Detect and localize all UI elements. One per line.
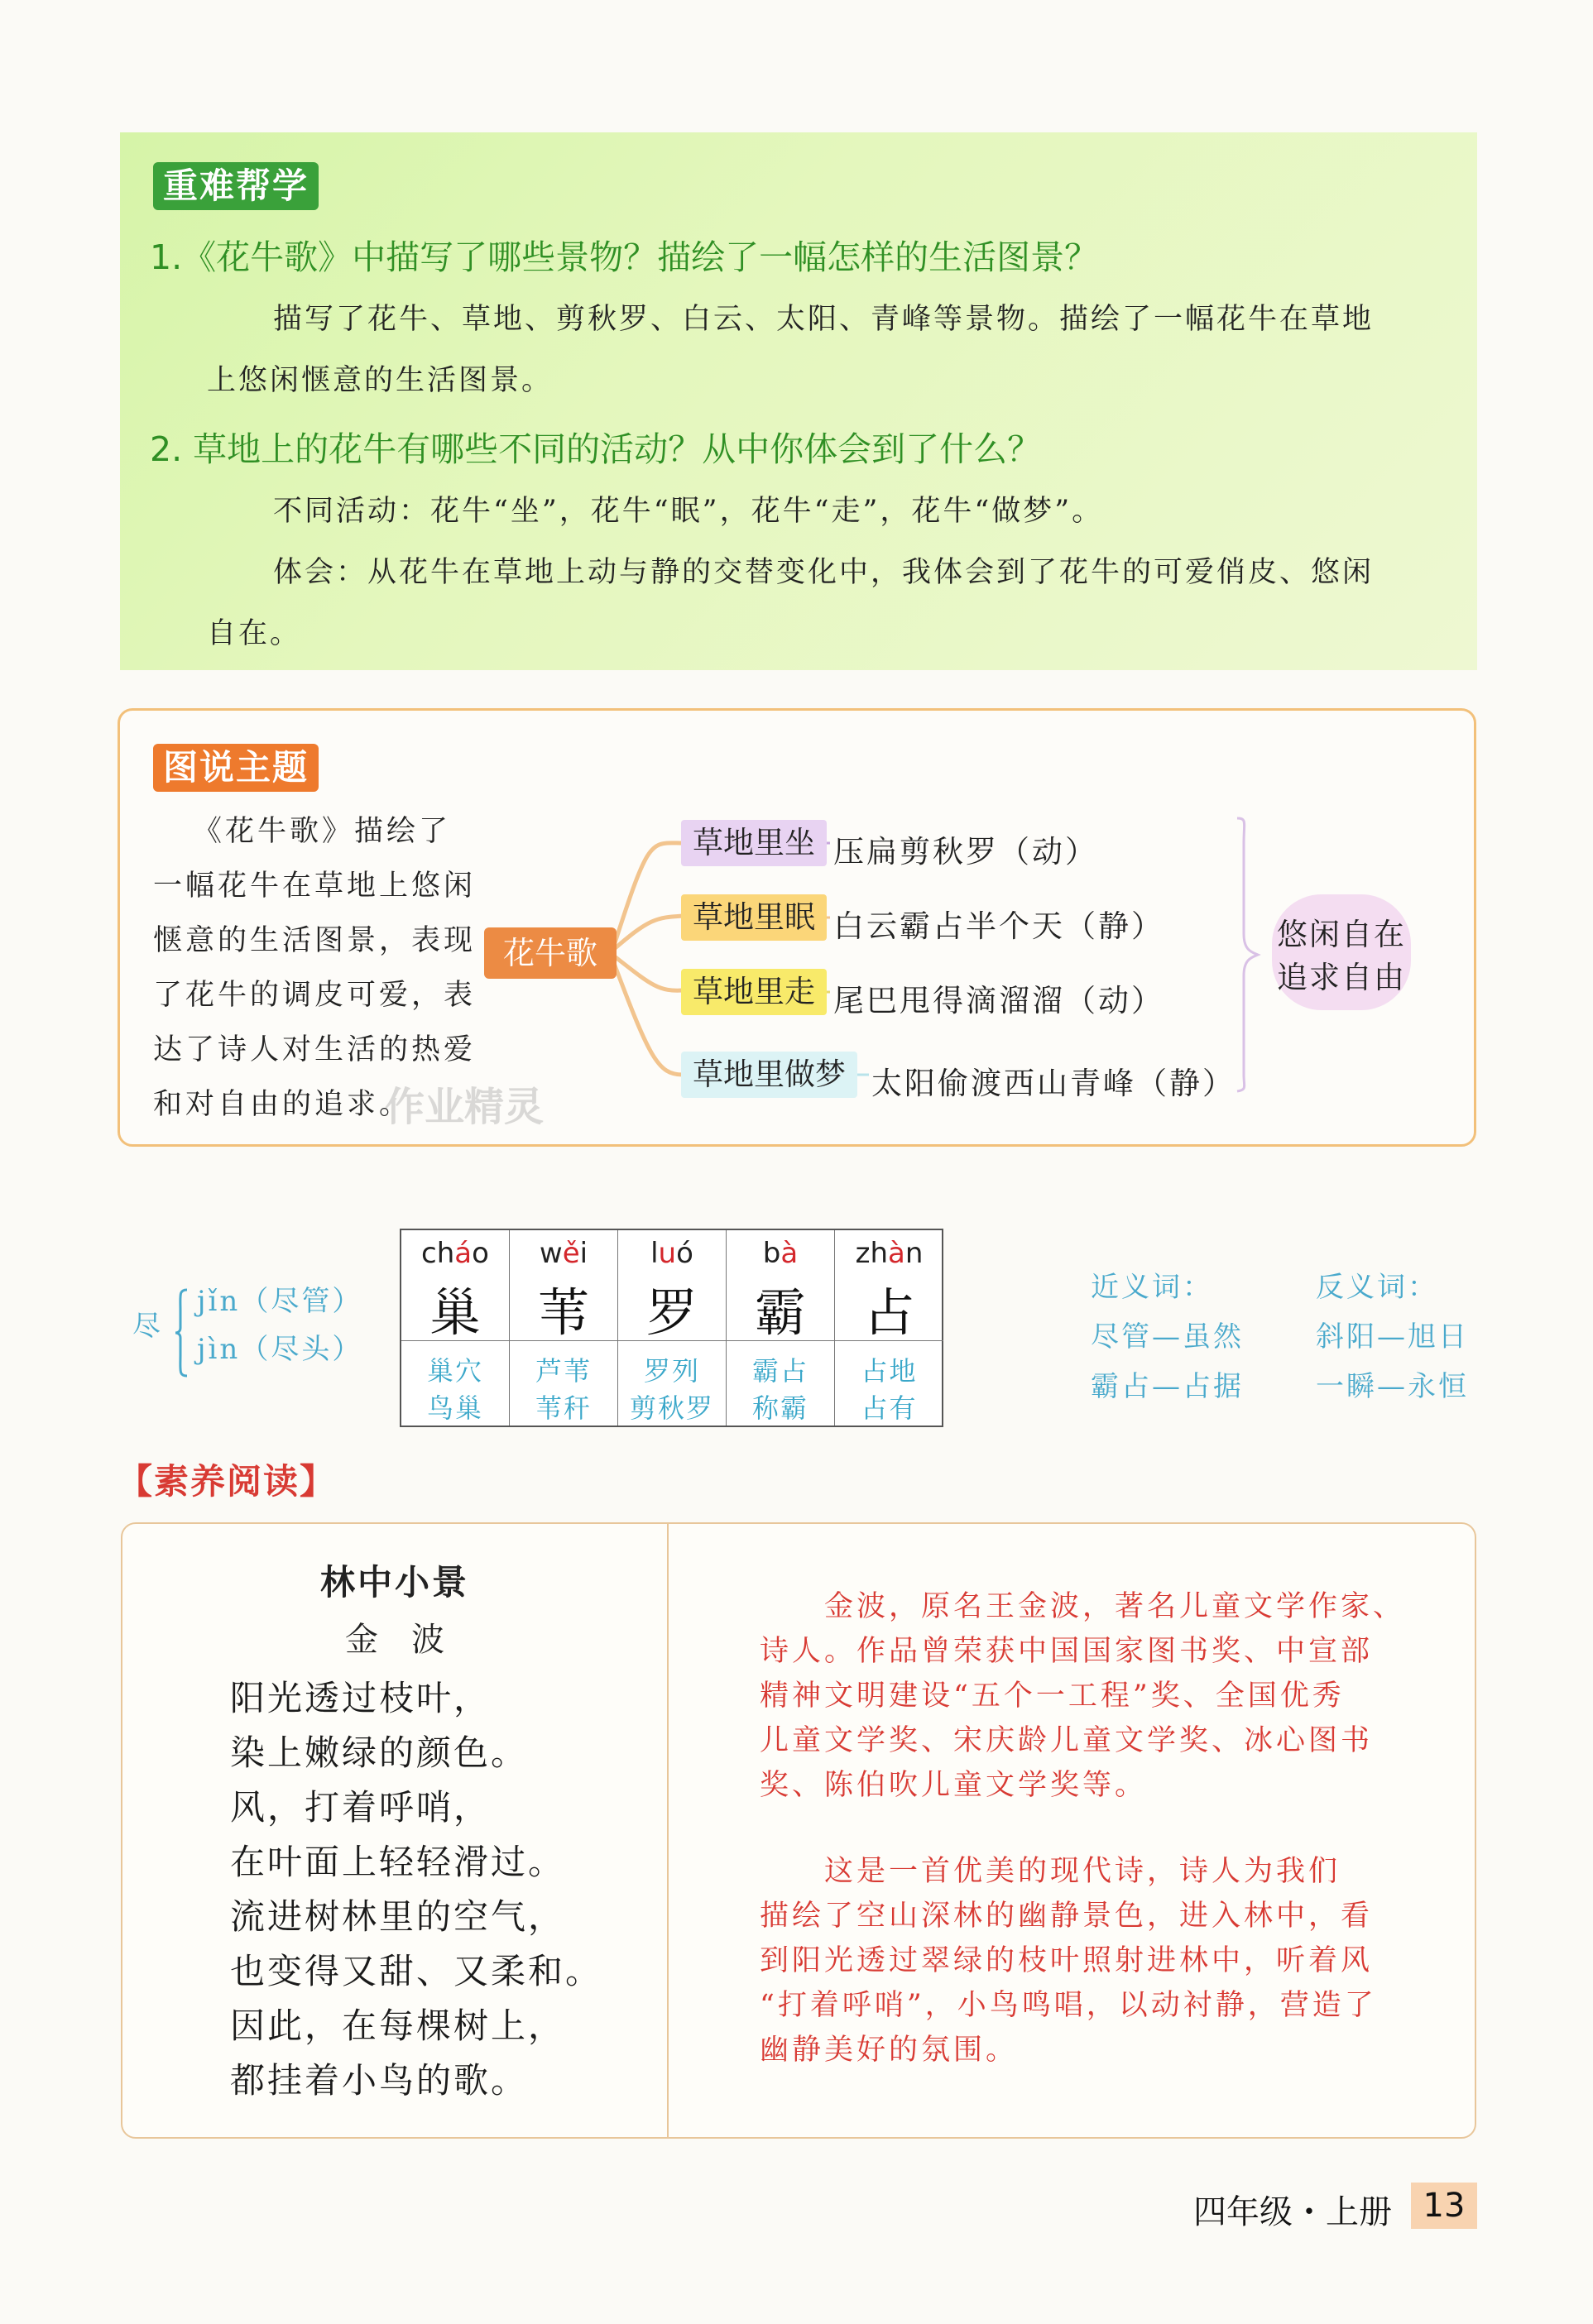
brace-icon	[174, 1287, 190, 1379]
synonym-1: 尽管—虽然	[1091, 1320, 1244, 1354]
synonym-2: 霸占—占据	[1091, 1370, 1244, 1403]
reading-jin3: jǐn（尽管）	[197, 1285, 363, 1318]
mindmap-desc-dream: 太阳偷渡西山青峰（静）	[871, 1066, 1236, 1101]
mindmap-result-bubble	[1272, 894, 1411, 1010]
char-column-zhan	[835, 1230, 943, 1426]
character: 苇	[537, 1282, 589, 1343]
summary-line-6: 和对自由的追求。	[153, 1088, 412, 1121]
mindmap-node-dream: 草地里做梦	[681, 1052, 857, 1098]
page-number: 13	[1411, 2183, 1477, 2229]
section-tag-key-questions: 重难帮学	[153, 162, 319, 210]
column-divider	[667, 1524, 669, 2137]
result-line-2: 追求自由	[1277, 960, 1406, 995]
poem-line-4: 在叶面上轻轻滑过。	[230, 1842, 566, 1882]
poem-line-6: 也变得又甜、又柔和。	[230, 1951, 603, 1991]
key-questions-section	[120, 132, 1477, 670]
char-column-ba	[727, 1230, 835, 1426]
poem-line-8: 都挂着小鸟的歌。	[230, 2060, 529, 2101]
pinyin: luó	[650, 1237, 693, 1270]
analysis-line-4: “打着呼哨”，小鸟鸣唱，以动衬静，营造了	[760, 1989, 1377, 2022]
word-2: 鸟巢	[426, 1392, 483, 1424]
reading-jin4: jìn（尽头）	[197, 1333, 363, 1366]
poem-line-7: 因此，在每棵树上，	[230, 2005, 566, 2046]
grade-label: 四年级・上册	[1193, 2193, 1392, 2231]
antonym-2: 一瞬—永恒	[1316, 1370, 1469, 1403]
word-1: 巢穴	[426, 1355, 483, 1387]
analysis-line-2: 描绘了空山深林的幽静景色，进入林中，看	[760, 1900, 1374, 1933]
mindmap-center: 花牛歌	[484, 927, 617, 979]
word-1: 罗列	[643, 1355, 700, 1387]
synonyms-label: 近义词：	[1091, 1271, 1213, 1304]
antonyms-label: 反义词：	[1316, 1271, 1438, 1304]
author-note-line-5: 奖、陈伯吹儿童文学奖等。	[760, 1769, 1148, 1802]
antonym-1: 斜阳—旭日	[1316, 1320, 1469, 1354]
author-note-line-2: 诗人。作品曾荣获中国国家图书奖、中宣部	[760, 1635, 1374, 1668]
question-1: 1.《花牛歌》中描写了哪些景物？描绘了一幅怎样的生活图景？	[150, 237, 1099, 277]
mindmap-desc-sit: 压扁剪秋罗（动）	[833, 834, 1098, 870]
word-1: 霸占	[751, 1355, 808, 1387]
analysis-line-1: 这是一首优美的现代诗，诗人为我们	[824, 1855, 1341, 1888]
character: 罗	[645, 1282, 698, 1343]
character-table	[400, 1229, 943, 1427]
reading-section	[121, 1522, 1476, 2139]
analysis-line-5: 幽静美好的氛围。	[760, 2034, 1019, 2067]
result-line-1: 悠闲自在	[1277, 917, 1406, 952]
mindmap-node-walk: 草地里走	[681, 969, 827, 1015]
summary-line-5: 达了诗人对生活的热爱	[153, 1033, 477, 1066]
poem-line-1: 阳光透过枝叶，	[230, 1678, 492, 1718]
pinyin: zhàn	[855, 1237, 924, 1270]
character: 巢	[429, 1282, 481, 1343]
poem-line-2: 染上嫩绿的颜色。	[230, 1732, 529, 1773]
summary-line-2: 一幅花牛在草地上悠闲	[153, 870, 477, 903]
mindmap-desc-sleep: 白云霸占半个天（静）	[833, 908, 1164, 944]
section-tag-theme: 图说主题	[153, 744, 319, 792]
mindmap-node-sleep: 草地里眠	[681, 894, 827, 941]
answer-1-line-1: 描写了花牛、草地、剪秋罗、白云、太阳、青峰等景物。描绘了一幅花牛在草地	[273, 303, 1375, 336]
author-note-line-3: 精神文明建设“五个一工程”奖、全国优秀	[760, 1680, 1345, 1713]
theme-diagram-section	[118, 708, 1476, 1147]
word-2: 苇秆	[535, 1392, 592, 1424]
character: 霸	[754, 1282, 806, 1343]
word-1: 占地	[861, 1355, 918, 1387]
summary-line-4: 了花牛的调皮可爱，表	[153, 979, 477, 1012]
poem-line-3: 风，打着呼哨，	[230, 1787, 492, 1828]
word-2: 占有	[861, 1392, 918, 1424]
char-column-wei	[510, 1230, 618, 1426]
author-note-line-4: 儿童文学奖、宋庆龄儿童文学奖、冰心图书	[760, 1724, 1374, 1757]
answer-2-line-3: 自在。	[207, 617, 302, 650]
polyphone-char: 尽	[132, 1310, 163, 1343]
question-2: 2. 草地上的花牛有哪些不同的活动？从中你体会到了什么？	[150, 429, 1042, 469]
analysis-line-3: 到阳光透过翠绿的枝叶照射进林中，听着风	[760, 1944, 1374, 1977]
poem-title: 林中小景	[319, 1562, 469, 1603]
mindmap-desc-walk: 尾巴甩得滴溜溜（动）	[833, 983, 1164, 1018]
pinyin: wěi	[539, 1237, 588, 1270]
watermark: 作业精灵	[385, 1084, 545, 1130]
char-column-chao	[401, 1230, 510, 1426]
mindmap-node-sit: 草地里坐	[681, 820, 827, 866]
answer-1-line-2: 上悠闲惬意的生活图景。	[207, 364, 554, 397]
summary-line-1: 《花牛歌》描绘了	[193, 815, 452, 848]
poem-author: 金 波	[345, 1621, 444, 1659]
word-1: 芦苇	[535, 1355, 592, 1387]
poem-line-5: 流进树林里的空气，	[230, 1896, 566, 1937]
answer-2-line-1: 不同活动：花牛“坐”，花牛“眠”，花牛“走”，花牛“做梦”。	[273, 495, 1104, 528]
author-note-line-1: 金波，原名王金波，著名儿童文学作家、	[824, 1590, 1406, 1623]
reading-heading: 【素养阅读】	[118, 1461, 337, 1502]
word-2: 称霸	[751, 1392, 808, 1424]
answer-2-line-2: 体会：从花牛在草地上动与静的交替变化中，我体会到了花牛的可爱俏皮、悠闲	[273, 556, 1375, 589]
pinyin: bà	[762, 1237, 799, 1270]
pinyin: cháo	[421, 1237, 489, 1270]
char-column-luo	[618, 1230, 727, 1426]
word-2: 剪秋罗	[629, 1392, 714, 1424]
summary-line-3: 惬意的生活图景，表现	[153, 924, 477, 957]
character: 占	[863, 1282, 915, 1343]
